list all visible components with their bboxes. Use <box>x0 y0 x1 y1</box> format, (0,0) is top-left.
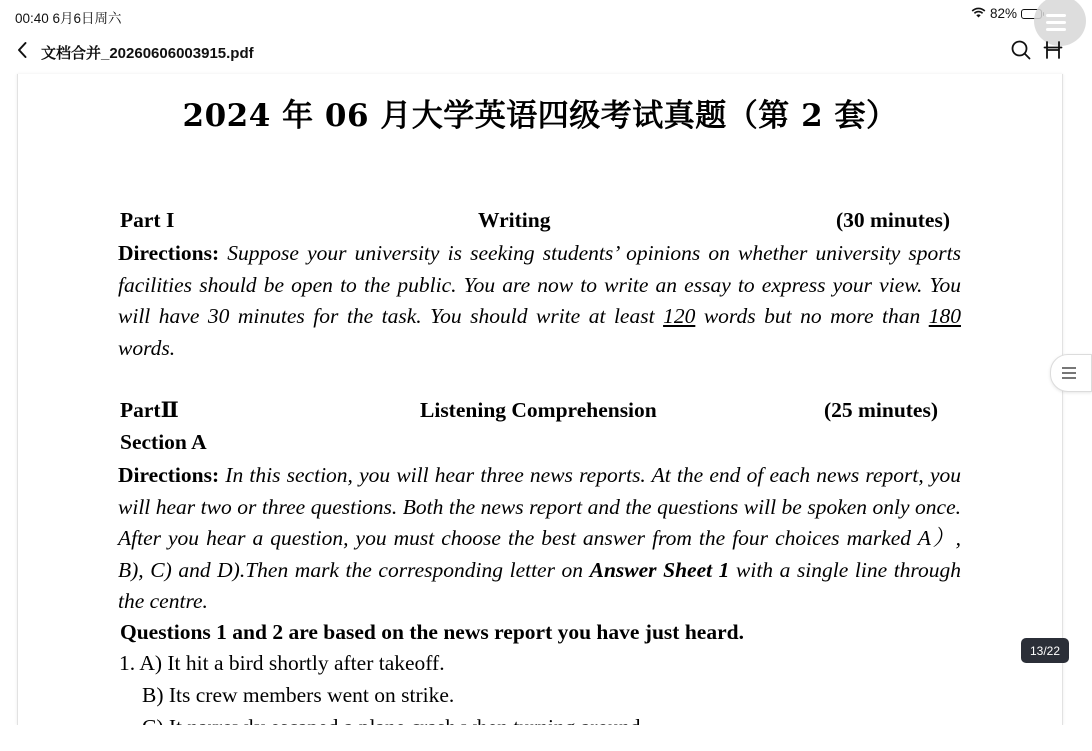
page-indicator: 13/22 <box>1021 638 1069 663</box>
status-time: 00:40 6月6日周六 <box>15 11 122 26</box>
part2-directions <box>118 460 961 618</box>
part1-section: Writing <box>478 208 551 232</box>
battery-percent: 82% <box>989 6 1017 21</box>
pdf-viewer[interactable] <box>0 74 1080 725</box>
part2-time: (25 minutes) <box>823 398 938 422</box>
chevron-left-icon <box>16 41 28 64</box>
search-button[interactable] <box>1010 40 1032 64</box>
part2-section: Listening Comprehension <box>420 398 657 422</box>
question-1-option-b: B) Its crew members went on strike. <box>142 683 455 707</box>
part2-header <box>120 398 960 426</box>
document-title: 文档合并_20260606003915.pdf <box>41 45 254 62</box>
part2-name: PartⅡ <box>120 398 179 422</box>
search-icon <box>1011 40 1031 65</box>
part1-directions-text-c: words. <box>118 335 176 360</box>
part1-directions <box>118 238 961 364</box>
part1-directions-label: Directions: <box>118 241 220 265</box>
status-bar <box>0 0 1080 30</box>
part2-directions-text-a: In this section, you will hear three news reports. At the end of each news report, you will hear two or three questions. Both the news report and the questions will be spoken only once. After you hear a question, you must choose the best answer from the four choices marked A）, B), C) and D).Then mark the corresponding letter on <box>118 463 961 582</box>
wifi-icon <box>971 6 986 21</box>
part1-time: (30 minutes) <box>835 208 950 232</box>
exam-title: 2024 年 06 月大学英语四级考试真题（第 2 套） <box>182 98 898 134</box>
section-a-heading: Section A <box>120 430 207 454</box>
pdf-page <box>17 74 1063 725</box>
side-panel-toggle[interactable] <box>1050 354 1092 392</box>
back-button[interactable] <box>10 39 34 65</box>
question-1-option-a: 1. A) It hit a bird shortly after takeoff. <box>119 651 445 675</box>
bottom-strip <box>0 725 1080 751</box>
part1-header <box>120 208 960 236</box>
part1-min-words: 120 <box>663 304 696 328</box>
nav-bar <box>0 30 1080 74</box>
part1-max-words: 180 <box>928 304 961 328</box>
part1-directions-text-b: words but no more than <box>695 304 929 328</box>
questions-heading: Questions 1 and 2 are based on the news report you have just heard. <box>120 620 744 644</box>
part2-directions-text-b: with a single line through the centre. <box>118 557 961 613</box>
nav-actions <box>1010 40 1064 64</box>
part2-directions-label: Directions: <box>118 463 220 487</box>
toolbox-icon <box>1043 40 1063 65</box>
part1-directions-text-a: Suppose your university is seeking students’ opinions on whether university sports facilities should be open to the public. You are now to write an essay to express your view. You will have 30 minutes for the task. You should write at least <box>118 241 961 328</box>
answer-sheet-label: Answer Sheet 1 <box>589 557 730 582</box>
part1-name: Part I <box>120 208 175 232</box>
status-right <box>971 6 1042 21</box>
tools-button[interactable] <box>1042 40 1064 64</box>
